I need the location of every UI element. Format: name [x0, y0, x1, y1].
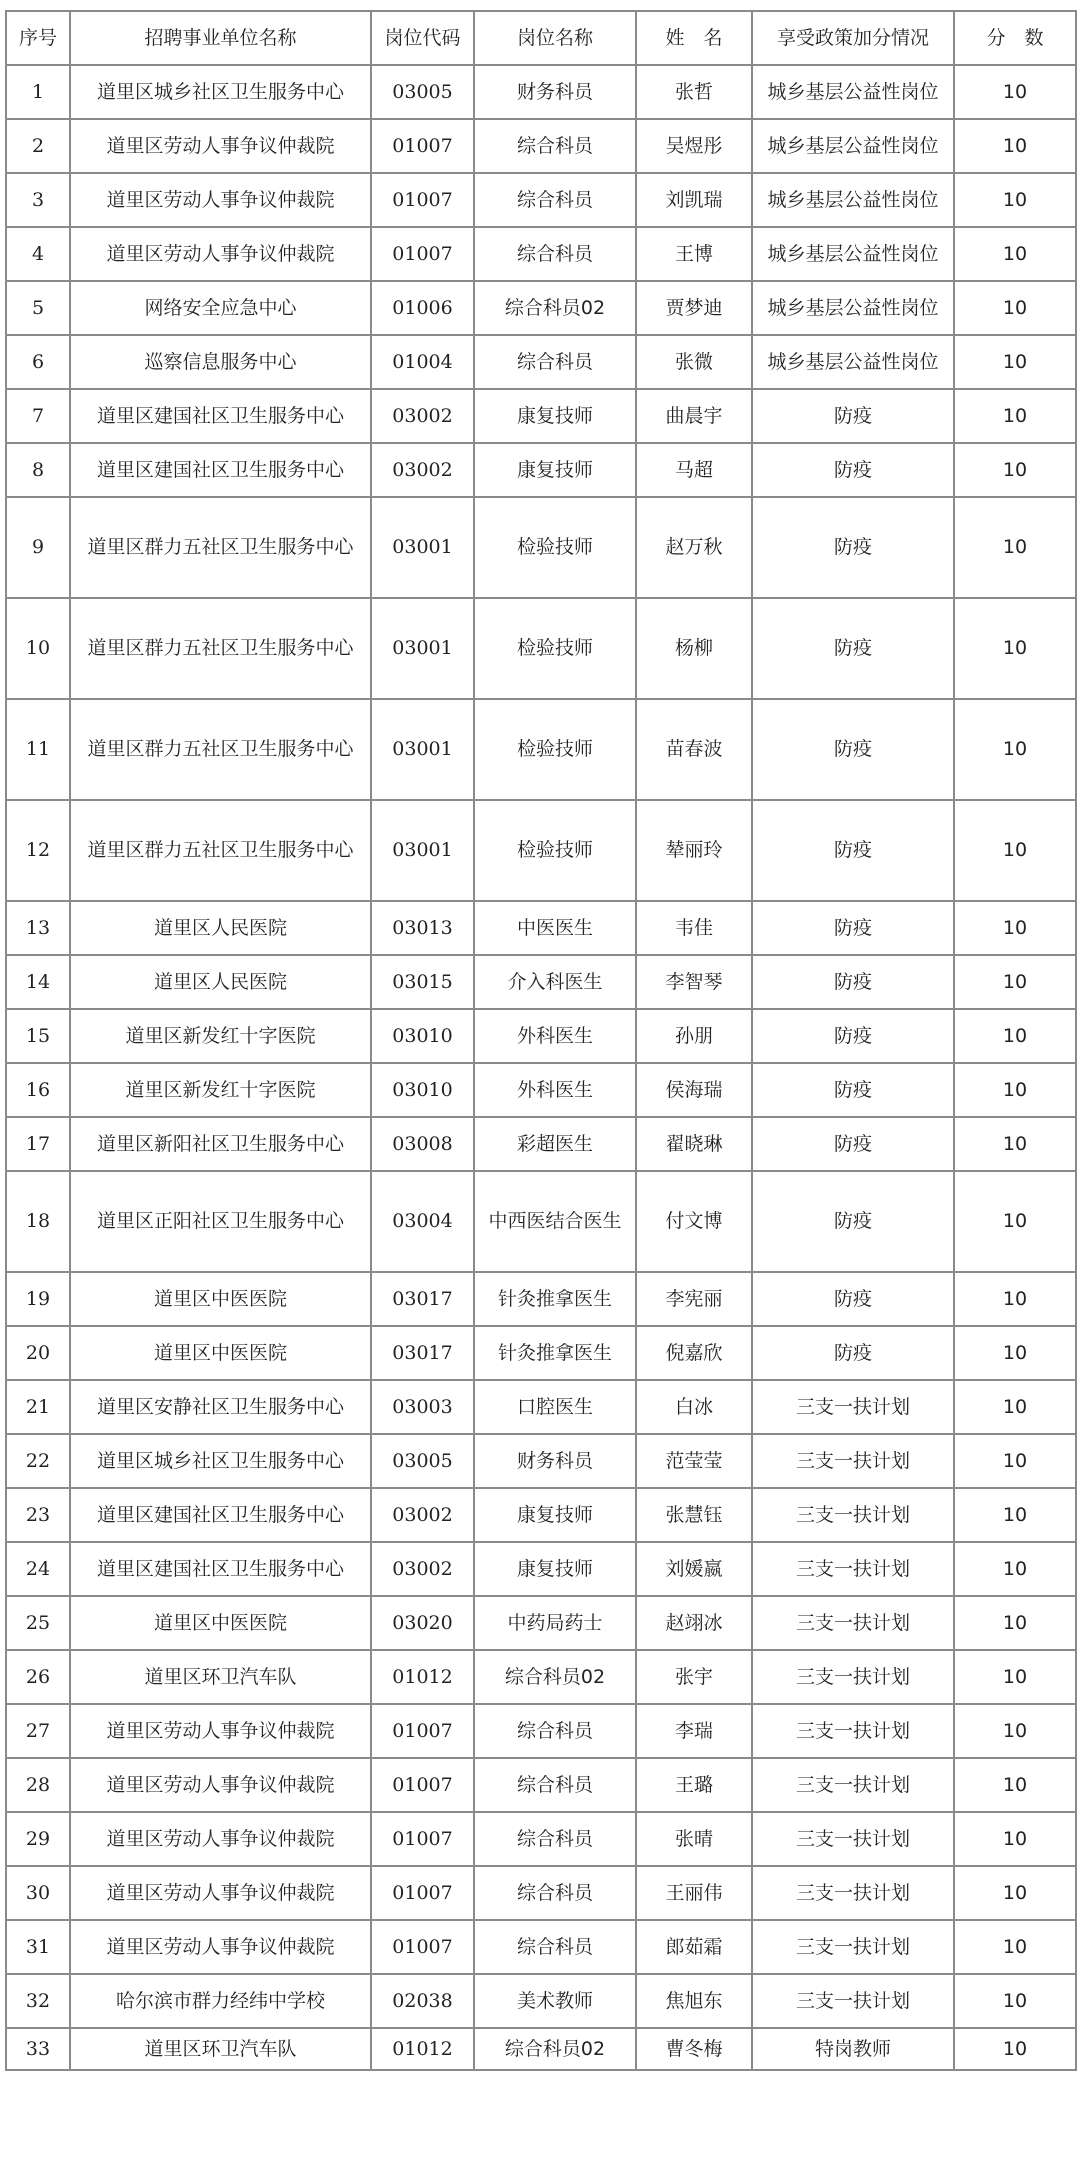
cell-seq: 3 [6, 173, 70, 227]
table-body [6, 65, 1076, 2070]
cell-position: 康复技师 [474, 389, 636, 443]
cell-policy: 防疫 [752, 443, 954, 497]
cell-score: 10 [954, 119, 1076, 173]
table-row [6, 1596, 1076, 1650]
cell-score: 10 [954, 955, 1076, 1009]
table-row [6, 119, 1076, 173]
table-row [6, 1171, 1076, 1272]
cell-seq: 7 [6, 389, 70, 443]
cell-code: 01012 [371, 2028, 474, 2070]
cell-position: 综合科员 [474, 1704, 636, 1758]
cell-score: 10 [954, 1117, 1076, 1171]
cell-policy: 三支一扶计划 [752, 1380, 954, 1434]
cell-seq: 24 [6, 1542, 70, 1596]
cell-name: 辇丽玲 [636, 800, 752, 901]
cell-position: 综合科员 [474, 1758, 636, 1812]
header-score: 分 数 [954, 11, 1076, 65]
cell-code: 01012 [371, 1650, 474, 1704]
cell-unit: 道里区劳动人事争议仲裁院 [70, 1704, 371, 1758]
cell-position: 针灸推拿医生 [474, 1272, 636, 1326]
cell-name: 李瑞 [636, 1704, 752, 1758]
cell-policy: 三支一扶计划 [752, 1434, 954, 1488]
cell-policy: 城乡基层公益性岗位 [752, 335, 954, 389]
cell-seq: 20 [6, 1326, 70, 1380]
cell-code: 03001 [371, 598, 474, 699]
table-row [6, 2028, 1076, 2070]
cell-score: 10 [954, 65, 1076, 119]
cell-score: 10 [954, 1434, 1076, 1488]
cell-score: 10 [954, 1866, 1076, 1920]
cell-code: 03004 [371, 1171, 474, 1272]
cell-seq: 27 [6, 1704, 70, 1758]
cell-unit: 道里区安静社区卫生服务中心 [70, 1380, 371, 1434]
cell-score: 10 [954, 389, 1076, 443]
cell-unit: 道里区中医医院 [70, 1596, 371, 1650]
cell-score: 10 [954, 1326, 1076, 1380]
cell-policy: 防疫 [752, 1326, 954, 1380]
cell-unit: 道里区建国社区卫生服务中心 [70, 1488, 371, 1542]
table-row [6, 1704, 1076, 1758]
cell-seq: 18 [6, 1171, 70, 1272]
cell-name: 曹冬梅 [636, 2028, 752, 2070]
cell-policy: 防疫 [752, 800, 954, 901]
cell-code: 03020 [371, 1596, 474, 1650]
cell-name: 刘凯瑞 [636, 173, 752, 227]
cell-name: 杨柳 [636, 598, 752, 699]
cell-unit: 道里区群力五社区卫生服务中心 [70, 497, 371, 598]
cell-seq: 16 [6, 1063, 70, 1117]
table-row [6, 1326, 1076, 1380]
cell-seq: 2 [6, 119, 70, 173]
cell-policy: 防疫 [752, 497, 954, 598]
cell-score: 10 [954, 1596, 1076, 1650]
cell-seq: 10 [6, 598, 70, 699]
cell-unit: 道里区中医医院 [70, 1326, 371, 1380]
table-row [6, 1117, 1076, 1171]
table-row [6, 598, 1076, 699]
cell-position: 财务科员 [474, 65, 636, 119]
cell-policy: 防疫 [752, 1009, 954, 1063]
cell-position: 检验技师 [474, 699, 636, 800]
cell-name: 张慧钰 [636, 1488, 752, 1542]
cell-name: 范莹莹 [636, 1434, 752, 1488]
cell-name: 付文博 [636, 1171, 752, 1272]
cell-score: 10 [954, 1380, 1076, 1434]
cell-code: 03002 [371, 443, 474, 497]
cell-seq: 25 [6, 1596, 70, 1650]
cell-position: 综合科员02 [474, 1650, 636, 1704]
cell-policy: 防疫 [752, 389, 954, 443]
cell-score: 10 [954, 443, 1076, 497]
cell-name: 曲晨宇 [636, 389, 752, 443]
cell-seq: 6 [6, 335, 70, 389]
cell-policy: 三支一扶计划 [752, 1704, 954, 1758]
table-row [6, 1272, 1076, 1326]
header-row [6, 11, 1076, 65]
header-position: 岗位名称 [474, 11, 636, 65]
cell-code: 01007 [371, 227, 474, 281]
cell-unit: 道里区群力五社区卫生服务中心 [70, 598, 371, 699]
cell-position: 综合科员 [474, 227, 636, 281]
cell-name: 贾梦迪 [636, 281, 752, 335]
cell-seq: 15 [6, 1009, 70, 1063]
cell-policy: 城乡基层公益性岗位 [752, 281, 954, 335]
cell-seq: 29 [6, 1812, 70, 1866]
cell-policy: 三支一扶计划 [752, 1920, 954, 1974]
table-row [6, 955, 1076, 1009]
cell-code: 01007 [371, 1704, 474, 1758]
table-row [6, 65, 1076, 119]
cell-score: 10 [954, 281, 1076, 335]
cell-policy: 防疫 [752, 1272, 954, 1326]
cell-unit: 道里区城乡社区卫生服务中心 [70, 1434, 371, 1488]
cell-score: 10 [954, 598, 1076, 699]
cell-code: 03001 [371, 800, 474, 901]
table-row [6, 173, 1076, 227]
cell-position: 综合科员 [474, 119, 636, 173]
cell-code: 03008 [371, 1117, 474, 1171]
cell-policy: 城乡基层公益性岗位 [752, 227, 954, 281]
cell-seq: 8 [6, 443, 70, 497]
cell-seq: 23 [6, 1488, 70, 1542]
cell-score: 10 [954, 1974, 1076, 2028]
cell-name: 李宪丽 [636, 1272, 752, 1326]
cell-unit: 道里区劳动人事争议仲裁院 [70, 1920, 371, 1974]
cell-code: 03010 [371, 1009, 474, 1063]
cell-unit: 网络安全应急中心 [70, 281, 371, 335]
cell-name: 翟晓琳 [636, 1117, 752, 1171]
cell-unit: 道里区劳动人事争议仲裁院 [70, 227, 371, 281]
cell-seq: 30 [6, 1866, 70, 1920]
table-row [6, 227, 1076, 281]
cell-position: 外科医生 [474, 1063, 636, 1117]
cell-code: 01007 [371, 1866, 474, 1920]
cell-name: 张晴 [636, 1812, 752, 1866]
cell-score: 10 [954, 1272, 1076, 1326]
cell-code: 03015 [371, 955, 474, 1009]
cell-policy: 特岗教师 [752, 2028, 954, 2070]
cell-score: 10 [954, 2028, 1076, 2070]
cell-policy: 城乡基层公益性岗位 [752, 65, 954, 119]
cell-code: 03005 [371, 1434, 474, 1488]
cell-score: 10 [954, 1704, 1076, 1758]
cell-code: 01007 [371, 1812, 474, 1866]
table-row [6, 335, 1076, 389]
cell-score: 10 [954, 800, 1076, 901]
cell-policy: 城乡基层公益性岗位 [752, 173, 954, 227]
cell-seq: 12 [6, 800, 70, 901]
cell-code: 03017 [371, 1272, 474, 1326]
cell-name: 吴煜彤 [636, 119, 752, 173]
cell-unit: 道里区群力五社区卫生服务中心 [70, 800, 371, 901]
cell-unit: 道里区新阳社区卫生服务中心 [70, 1117, 371, 1171]
cell-code: 03001 [371, 699, 474, 800]
cell-seq: 19 [6, 1272, 70, 1326]
cell-code: 01004 [371, 335, 474, 389]
cell-unit: 道里区劳动人事争议仲裁院 [70, 119, 371, 173]
cell-name: 李智琴 [636, 955, 752, 1009]
cell-code: 03002 [371, 389, 474, 443]
cell-code: 03013 [371, 901, 474, 955]
cell-unit: 道里区人民医院 [70, 901, 371, 955]
cell-score: 10 [954, 497, 1076, 598]
table-header [6, 11, 1076, 65]
cell-code: 01007 [371, 1758, 474, 1812]
header-policy: 享受政策加分情况 [752, 11, 954, 65]
cell-position: 康复技师 [474, 1542, 636, 1596]
cell-seq: 4 [6, 227, 70, 281]
cell-score: 10 [954, 1063, 1076, 1117]
cell-score: 10 [954, 1650, 1076, 1704]
cell-unit: 道里区环卫汽车队 [70, 1650, 371, 1704]
cell-name: 张宇 [636, 1650, 752, 1704]
cell-unit: 道里区建国社区卫生服务中心 [70, 1542, 371, 1596]
table-row [6, 1542, 1076, 1596]
cell-name: 郎茹霜 [636, 1920, 752, 1974]
cell-position: 口腔医生 [474, 1380, 636, 1434]
document-sheet [5, 10, 1075, 2071]
cell-score: 10 [954, 335, 1076, 389]
table-row [6, 1812, 1076, 1866]
cell-score: 10 [954, 1488, 1076, 1542]
table-row [6, 1063, 1076, 1117]
cell-score: 10 [954, 1812, 1076, 1866]
cell-policy: 防疫 [752, 901, 954, 955]
cell-unit: 道里区劳动人事争议仲裁院 [70, 1866, 371, 1920]
cell-unit: 道里区环卫汽车队 [70, 2028, 371, 2070]
cell-seq: 13 [6, 901, 70, 955]
table-row [6, 1650, 1076, 1704]
cell-policy: 城乡基层公益性岗位 [752, 119, 954, 173]
cell-code: 01007 [371, 119, 474, 173]
cell-seq: 33 [6, 2028, 70, 2070]
cell-unit: 道里区劳动人事争议仲裁院 [70, 1758, 371, 1812]
cell-unit: 道里区建国社区卫生服务中心 [70, 389, 371, 443]
table-row [6, 1974, 1076, 2028]
cell-name: 王丽伟 [636, 1866, 752, 1920]
cell-seq: 21 [6, 1380, 70, 1434]
table-row [6, 901, 1076, 955]
table-row [6, 1380, 1076, 1434]
cell-position: 综合科员02 [474, 281, 636, 335]
cell-name: 马超 [636, 443, 752, 497]
cell-code: 01007 [371, 1920, 474, 1974]
cell-name: 张微 [636, 335, 752, 389]
table-row [6, 1920, 1076, 1974]
table-row [6, 389, 1076, 443]
cell-policy: 三支一扶计划 [752, 1542, 954, 1596]
cell-position: 检验技师 [474, 497, 636, 598]
header-seq: 序号 [6, 11, 70, 65]
cell-name: 张哲 [636, 65, 752, 119]
table-row [6, 1434, 1076, 1488]
cell-position: 综合科员02 [474, 2028, 636, 2070]
cell-code: 01007 [371, 173, 474, 227]
cell-code: 01006 [371, 281, 474, 335]
cell-position: 综合科员 [474, 1866, 636, 1920]
cell-score: 10 [954, 1758, 1076, 1812]
cell-position: 综合科员 [474, 335, 636, 389]
cell-name: 刘媛嬴 [636, 1542, 752, 1596]
cell-unit: 道里区新发红十字医院 [70, 1009, 371, 1063]
cell-seq: 17 [6, 1117, 70, 1171]
cell-position: 美术教师 [474, 1974, 636, 2028]
table-row [6, 1009, 1076, 1063]
cell-position: 综合科员 [474, 1920, 636, 1974]
cell-code: 03005 [371, 65, 474, 119]
cell-name: 赵翊冰 [636, 1596, 752, 1650]
cell-seq: 26 [6, 1650, 70, 1704]
header-unit: 招聘事业单位名称 [70, 11, 371, 65]
cell-unit: 道里区中医医院 [70, 1272, 371, 1326]
cell-score: 10 [954, 1171, 1076, 1272]
cell-policy: 防疫 [752, 1063, 954, 1117]
cell-score: 10 [954, 699, 1076, 800]
cell-policy: 三支一扶计划 [752, 1596, 954, 1650]
cell-seq: 1 [6, 65, 70, 119]
header-name: 姓 名 [636, 11, 752, 65]
cell-unit: 巡察信息服务中心 [70, 335, 371, 389]
cell-name: 王博 [636, 227, 752, 281]
cell-unit: 道里区建国社区卫生服务中心 [70, 443, 371, 497]
table-row [6, 497, 1076, 598]
cell-code: 03002 [371, 1488, 474, 1542]
cell-position: 综合科员 [474, 1812, 636, 1866]
table-row [6, 281, 1076, 335]
cell-policy: 防疫 [752, 955, 954, 1009]
cell-name: 倪嘉欣 [636, 1326, 752, 1380]
cell-position: 介入科医生 [474, 955, 636, 1009]
cell-unit: 道里区正阳社区卫生服务中心 [70, 1171, 371, 1272]
cell-policy: 三支一扶计划 [752, 1812, 954, 1866]
cell-seq: 9 [6, 497, 70, 598]
cell-name: 韦佳 [636, 901, 752, 955]
cell-name: 孙朋 [636, 1009, 752, 1063]
cell-unit: 道里区人民医院 [70, 955, 371, 1009]
cell-position: 针灸推拿医生 [474, 1326, 636, 1380]
roster-table [5, 10, 1077, 2071]
cell-policy: 三支一扶计划 [752, 1866, 954, 1920]
cell-name: 赵万秋 [636, 497, 752, 598]
cell-position: 外科医生 [474, 1009, 636, 1063]
cell-position: 康复技师 [474, 1488, 636, 1542]
cell-policy: 防疫 [752, 1117, 954, 1171]
cell-score: 10 [954, 1920, 1076, 1974]
table-row [6, 699, 1076, 800]
table-row [6, 1866, 1076, 1920]
cell-position: 财务科员 [474, 1434, 636, 1488]
cell-seq: 28 [6, 1758, 70, 1812]
cell-unit: 道里区劳动人事争议仲裁院 [70, 173, 371, 227]
cell-position: 检验技师 [474, 598, 636, 699]
header-code: 岗位代码 [371, 11, 474, 65]
cell-code: 03010 [371, 1063, 474, 1117]
table-row [6, 1488, 1076, 1542]
cell-seq: 22 [6, 1434, 70, 1488]
cell-policy: 三支一扶计划 [752, 1758, 954, 1812]
table-row [6, 800, 1076, 901]
cell-seq: 14 [6, 955, 70, 1009]
cell-policy: 防疫 [752, 598, 954, 699]
cell-score: 10 [954, 227, 1076, 281]
cell-code: 03002 [371, 1542, 474, 1596]
table-row [6, 1758, 1076, 1812]
cell-name: 白冰 [636, 1380, 752, 1434]
cell-unit: 道里区新发红十字医院 [70, 1063, 371, 1117]
cell-policy: 三支一扶计划 [752, 1488, 954, 1542]
cell-position: 中医医生 [474, 901, 636, 955]
cell-seq: 11 [6, 699, 70, 800]
cell-unit: 道里区群力五社区卫生服务中心 [70, 699, 371, 800]
cell-position: 综合科员 [474, 173, 636, 227]
cell-name: 王璐 [636, 1758, 752, 1812]
cell-policy: 防疫 [752, 1171, 954, 1272]
cell-policy: 三支一扶计划 [752, 1974, 954, 2028]
cell-seq: 31 [6, 1920, 70, 1974]
cell-code: 03017 [371, 1326, 474, 1380]
cell-position: 彩超医生 [474, 1117, 636, 1171]
cell-position: 康复技师 [474, 443, 636, 497]
cell-name: 苗春波 [636, 699, 752, 800]
cell-score: 10 [954, 173, 1076, 227]
cell-seq: 32 [6, 1974, 70, 2028]
cell-score: 10 [954, 901, 1076, 955]
cell-name: 侯海瑞 [636, 1063, 752, 1117]
cell-seq: 5 [6, 281, 70, 335]
cell-position: 中西医结合医生 [474, 1171, 636, 1272]
table-row [6, 443, 1076, 497]
cell-name: 焦旭东 [636, 1974, 752, 2028]
cell-unit: 道里区城乡社区卫生服务中心 [70, 65, 371, 119]
cell-unit: 道里区劳动人事争议仲裁院 [70, 1812, 371, 1866]
cell-position: 检验技师 [474, 800, 636, 901]
cell-unit: 哈尔滨市群力经纬中学校 [70, 1974, 371, 2028]
cell-score: 10 [954, 1009, 1076, 1063]
cell-code: 03001 [371, 497, 474, 598]
cell-code: 03003 [371, 1380, 474, 1434]
cell-policy: 防疫 [752, 699, 954, 800]
cell-policy: 三支一扶计划 [752, 1650, 954, 1704]
cell-score: 10 [954, 1542, 1076, 1596]
cell-position: 中药局药士 [474, 1596, 636, 1650]
cell-code: 02038 [371, 1974, 474, 2028]
